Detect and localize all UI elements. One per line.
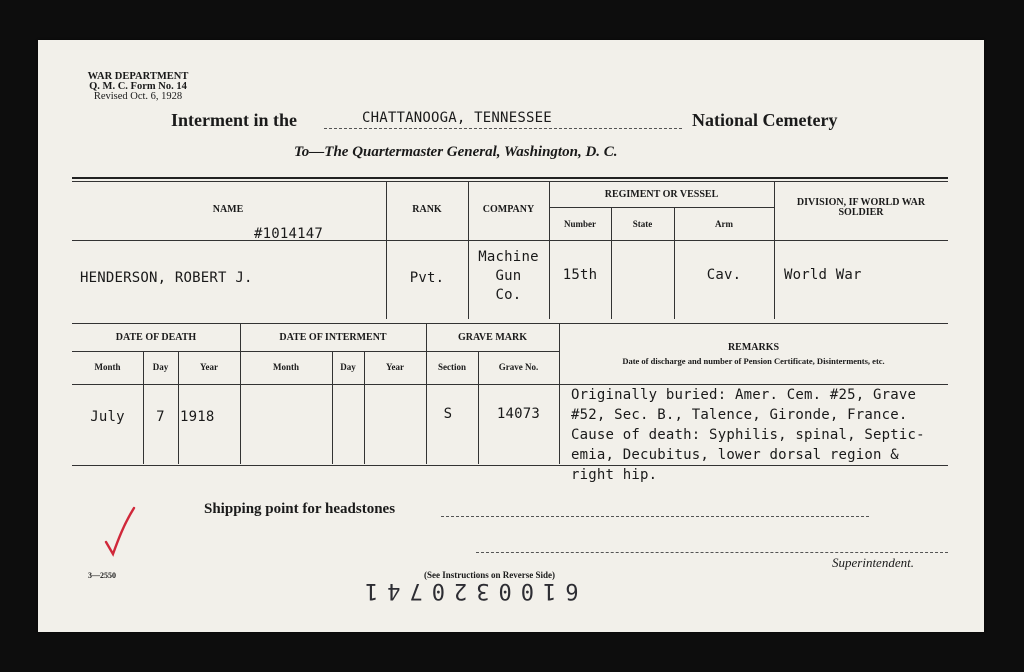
arm-value: Cav. (706, 267, 742, 283)
interment-prefix: Interment in the (171, 110, 297, 130)
company-value: Machine Gun Co. (478, 249, 539, 303)
remarks-line: emia, Decubitus, lower dorsal region & (571, 447, 899, 463)
interment-year-header: Year (386, 362, 404, 372)
cemetery-name: CHATTANOOGA, TENNESSEE (362, 110, 552, 126)
remarks-line: #52, Sec. B., Talence, Gironde, France. (571, 407, 908, 423)
date-of-death-header: DATE OF DEATH (115, 332, 197, 343)
shipping-label: Shipping point for headstones (204, 501, 396, 517)
dept-line-3: Revised Oct. 6, 1928 (93, 91, 183, 102)
remarks-line: Originally buried: Amer. Cem. #25, Grave (571, 387, 917, 403)
death-day-header: Day (152, 362, 169, 372)
remarks-subheader: Date of discharge and number of Pension Certificate, Disinterments, etc. (622, 356, 885, 366)
grave-no-value: 14073 (496, 406, 541, 422)
department-block (68, 72, 208, 102)
number-value: 15th (562, 267, 598, 283)
soldier-name: HENDERSON, ROBERT J. (80, 270, 253, 286)
date-of-interment-header: DATE OF INTERMENT (279, 332, 387, 343)
remarks-text (571, 385, 976, 485)
division-value: World War (784, 267, 862, 283)
remarks-line: right hip. (571, 467, 658, 483)
number-header: Number (564, 219, 596, 229)
dept-line-1: WAR DEPARTMENT (87, 71, 189, 82)
death-month-value: July (90, 409, 125, 425)
superintendent-label: Superintendent. (832, 555, 914, 570)
stamp-number: 6100320741 (356, 578, 579, 603)
to-line: To—The Quartermaster General, Washington, D. C. (294, 144, 618, 160)
state-header: State (632, 219, 653, 229)
death-day-value: 7 (156, 409, 165, 425)
serial-number: #1014147 (254, 226, 324, 242)
section-header: Section (438, 362, 466, 372)
interment-month-header: Month (272, 362, 299, 372)
death-year-header: Year (200, 362, 218, 372)
grave-no-header: Grave No. (498, 362, 539, 372)
grave-mark-header: GRAVE MARK (458, 332, 527, 343)
company-header: COMPANY (482, 204, 535, 215)
rank-header: RANK (412, 204, 442, 215)
division-header: DIVISION, IF WORLD WAR SOLDIER (796, 197, 926, 218)
interment-card (38, 40, 984, 632)
check-mark-icon (104, 506, 136, 558)
name-header: NAME (212, 204, 244, 215)
death-month-header: Month (94, 362, 121, 372)
interment-day-header: Day (340, 362, 356, 372)
form-code: 3—2550 (88, 571, 116, 580)
regiment-header: REGIMENT OR VESSEL (604, 189, 719, 200)
arm-header: Arm (715, 219, 733, 229)
section-value: S (443, 406, 453, 422)
death-year-value: 1918 (180, 409, 215, 425)
instructions-note: (See Instructions on Reverse Side) (424, 570, 555, 580)
dept-line-2: Q. M. C. Form No. 14 (89, 81, 187, 92)
rank-value: Pvt. (409, 270, 445, 286)
remarks-line: Cause of death: Syphilis, spinal, Septic- (571, 427, 925, 443)
cemetery-suffix: National Cemetery (692, 110, 838, 130)
remarks-header: REMARKS (727, 342, 780, 353)
